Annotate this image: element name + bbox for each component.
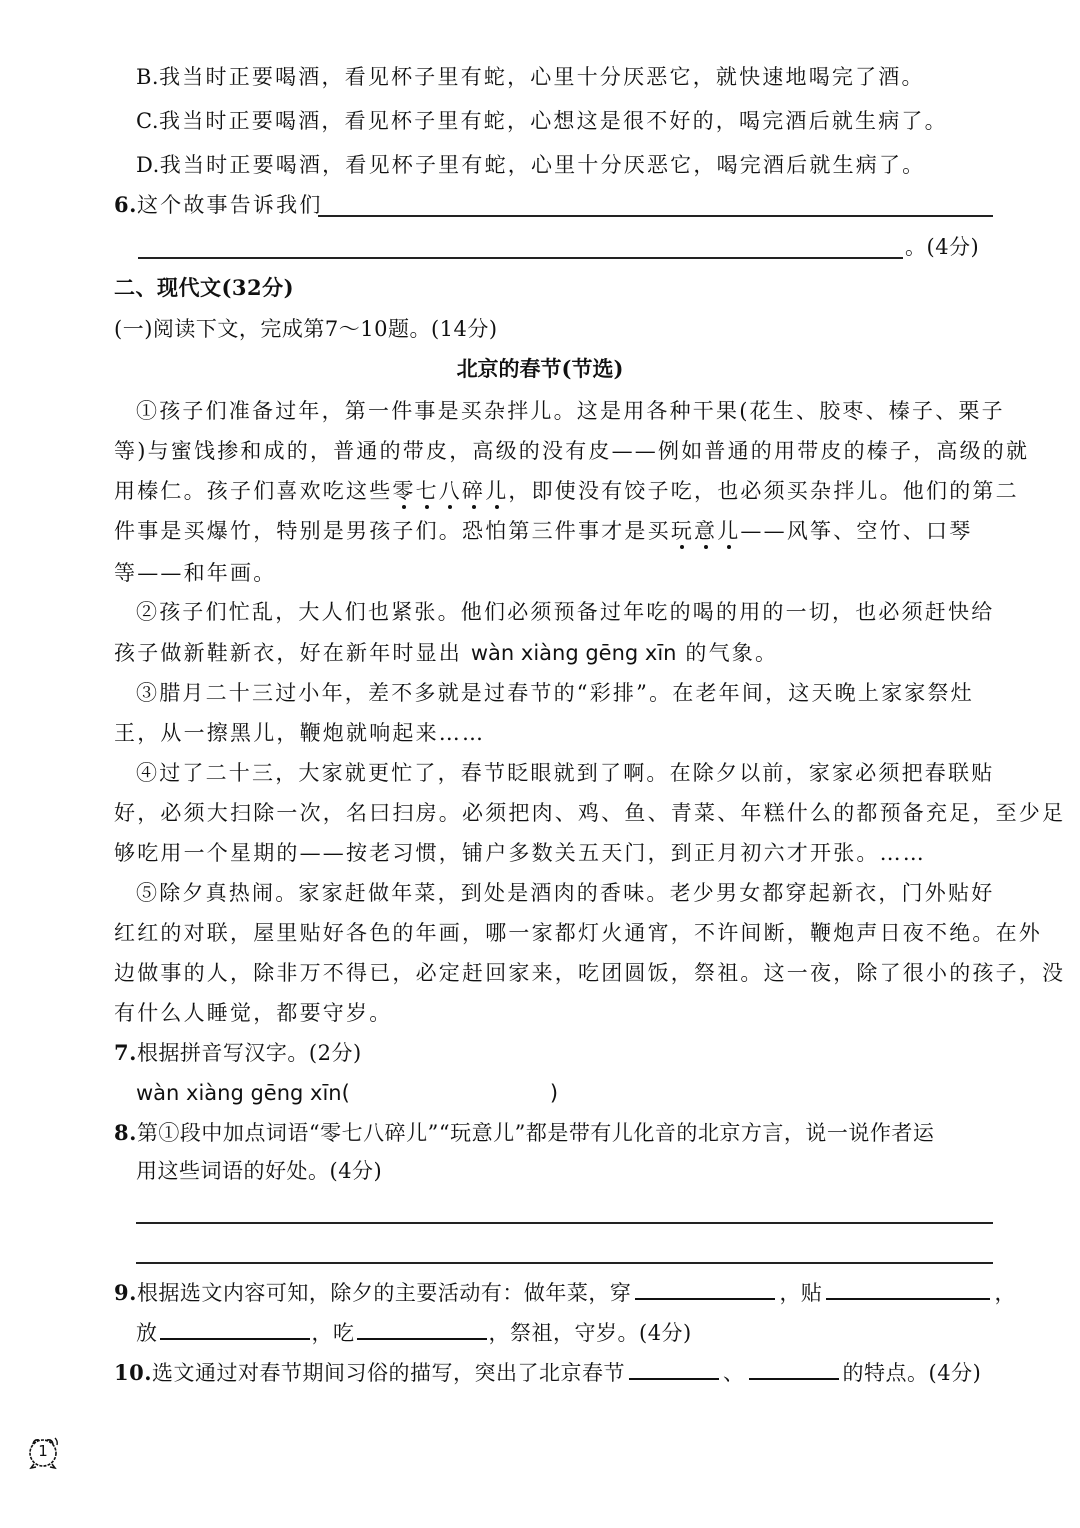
text-segment: 玩意儿 (670, 519, 741, 543)
answer-line[interactable] (138, 257, 903, 259)
subsection-heading: (一)阅读下文，完成第7～10题。(14分) (114, 317, 498, 341)
question-8 (114, 1118, 934, 1148)
option-d (136, 150, 925, 180)
option-text: 我当时正要喝酒，看见杯子里有蛇，心里十分厌恶它，喝完酒后就生病了。 (159, 153, 926, 177)
text-segment: ——风筝、空竹、口琴 (740, 519, 973, 543)
page-number (25, 1434, 61, 1470)
question-prompt: ，贴 (779, 1281, 823, 1305)
answer-blank[interactable] (160, 1316, 310, 1340)
close-paren: ) (549, 1081, 559, 1105)
question-7 (114, 1038, 362, 1068)
passage-title: 北京的春节(节选) (456, 356, 624, 381)
option-label: B. (136, 65, 160, 89)
passage-line: 好，必须大扫除一次，名曰扫房。必须把肉、鸡、鱼、青菜、年糕什么的都预备充足，至少足 (114, 801, 1066, 825)
passage-line (114, 476, 1019, 506)
question-6-score: 。(4分) (905, 235, 980, 259)
question-number: 7. (114, 1040, 137, 1065)
answer-blank[interactable] (749, 1356, 839, 1380)
emphasis-dots (671, 545, 741, 551)
text-segment: ，即使没有饺子吃，也必须买杂拌儿。他们的第二 (508, 479, 1019, 503)
question-8-line2: 用这些词语的好处。(4分) (136, 1159, 383, 1183)
question-prompt: ，祭祖，守岁。(4分) (488, 1321, 692, 1345)
passage-line: 红红的对联，屋里贴好各色的年画，哪一家都灯火通宵，不许间断，鞭炮声日夜不绝。在外 (114, 921, 1042, 945)
option-label: C. (136, 109, 159, 133)
question-9-line2 (136, 1316, 692, 1348)
section-heading: 二、现代文(32分) (114, 275, 295, 300)
option-text: 我当时正要喝酒，看见杯子里有蛇，心想这是很不好的，喝完酒后就生病了。 (159, 109, 948, 133)
pinyin-text: wàn xiàng gēng xīn( (136, 1081, 350, 1105)
passage-line: ④过了二十三，大家就更忙了，春节眨眼就到了啊。在除夕以前，家家必须把春联贴 (136, 761, 995, 785)
page-number-text: 1 (38, 1442, 48, 1460)
answer-blank[interactable] (826, 1276, 990, 1300)
question-number: 10. (114, 1360, 153, 1385)
emphasis-dots (392, 505, 508, 511)
question-prompt: 第①段中加点词语“零七八碎儿”“玩意儿”都是带有儿化音的北京方言，说一说作者运 (136, 1121, 935, 1145)
option-b (136, 62, 925, 92)
passage-line (114, 516, 972, 546)
question-prompt: 放 (136, 1321, 158, 1345)
question-number: 9. (114, 1280, 137, 1305)
question-number: 8. (114, 1120, 137, 1145)
answer-line[interactable] (136, 1262, 993, 1264)
question-9 (114, 1276, 1016, 1308)
passage-line: 等)与蜜饯掺和成的，普通的带皮，高级的没有皮——例如普通的用带皮的榛子，高级的就 (114, 439, 1030, 463)
passage-line: ①孩子们准备过年，第一件事是买杂拌儿。这是用各种干果(花生、胶枣、榛子、栗子 (136, 399, 1005, 423)
passage-line: ③腊月二十三过小年，差不多就是过春节的“彩排”。在老年间，这天晚上家家祭灶 (136, 681, 974, 705)
text-segment: 用榛仁。孩子们喜欢吃这些 (114, 479, 393, 503)
passage-line: 等——和年画。 (114, 561, 277, 585)
question-number: 6. (114, 192, 137, 217)
answer-blank[interactable] (357, 1316, 487, 1340)
answer-blank[interactable] (635, 1276, 775, 1300)
text-segment: 件事是买爆竹，特别是男孩子们。恐怕第三件事才是买 (114, 519, 671, 543)
pinyin-prompt (136, 1078, 558, 1108)
passage-line: ②孩子们忙乱，大人们也紧张。他们必须预备过年吃的喝的用的一切，也必须赶快给 (136, 600, 995, 624)
text-segment: 孩子做新鞋新衣，好在新年时显出 (114, 641, 471, 665)
question-prompt: 根据拼音写汉字。(2分) (136, 1041, 362, 1065)
answer-line[interactable] (136, 1222, 993, 1224)
emphasized-word (392, 479, 508, 503)
option-label: D. (136, 153, 160, 177)
answer-line[interactable] (318, 215, 993, 217)
option-c (136, 106, 948, 136)
passage-line: 有什么人睡觉，都要守岁。 (114, 1001, 393, 1025)
question-prompt: ，吃 (311, 1321, 355, 1345)
question-10 (114, 1356, 981, 1388)
question-prompt: 选文通过对春节期间习俗的描写，突出了北京春节 (152, 1361, 626, 1385)
text-segment: 零七八碎儿 (392, 479, 509, 503)
separator: 、 (723, 1361, 745, 1385)
question-6 (114, 190, 323, 220)
passage-line: 够吃用一个星期的——按老习惯，铺户多数关五天门，到正月初六才开张。…… (114, 841, 926, 865)
passage-line: 王，从一擦黑儿，鞭炮就响起来…… (114, 721, 486, 745)
question-prompt: ， (994, 1281, 1016, 1305)
text-segment: 的气象。 (676, 641, 779, 665)
answer-blank[interactable] (629, 1356, 719, 1380)
passage-line (114, 638, 778, 668)
passage-line: ⑤除夕真热闹。家家赶做年菜，到处是酒肉的香味。老少男女都穿起新衣，门外贴好 (136, 881, 995, 905)
question-prompt: 根据选文内容可知，除夕的主要活动有：做年菜，穿 (136, 1281, 632, 1305)
question-prompt: 这个故事告诉我们 (136, 193, 323, 217)
passage-line: 边做事的人，除非万不得已，必定赶回家来，吃团圆饭，祭祖。这一夜，除了很小的孩子，没 (114, 961, 1066, 985)
question-prompt: 的特点。(4分) (842, 1361, 982, 1385)
emphasized-word (671, 519, 741, 543)
option-text: 我当时正要喝酒，看见杯子里有蛇，心里十分厌恶它，就快速地喝完了酒。 (159, 65, 925, 89)
pinyin-text: wàn xiàng gēng xīn (470, 641, 677, 665)
